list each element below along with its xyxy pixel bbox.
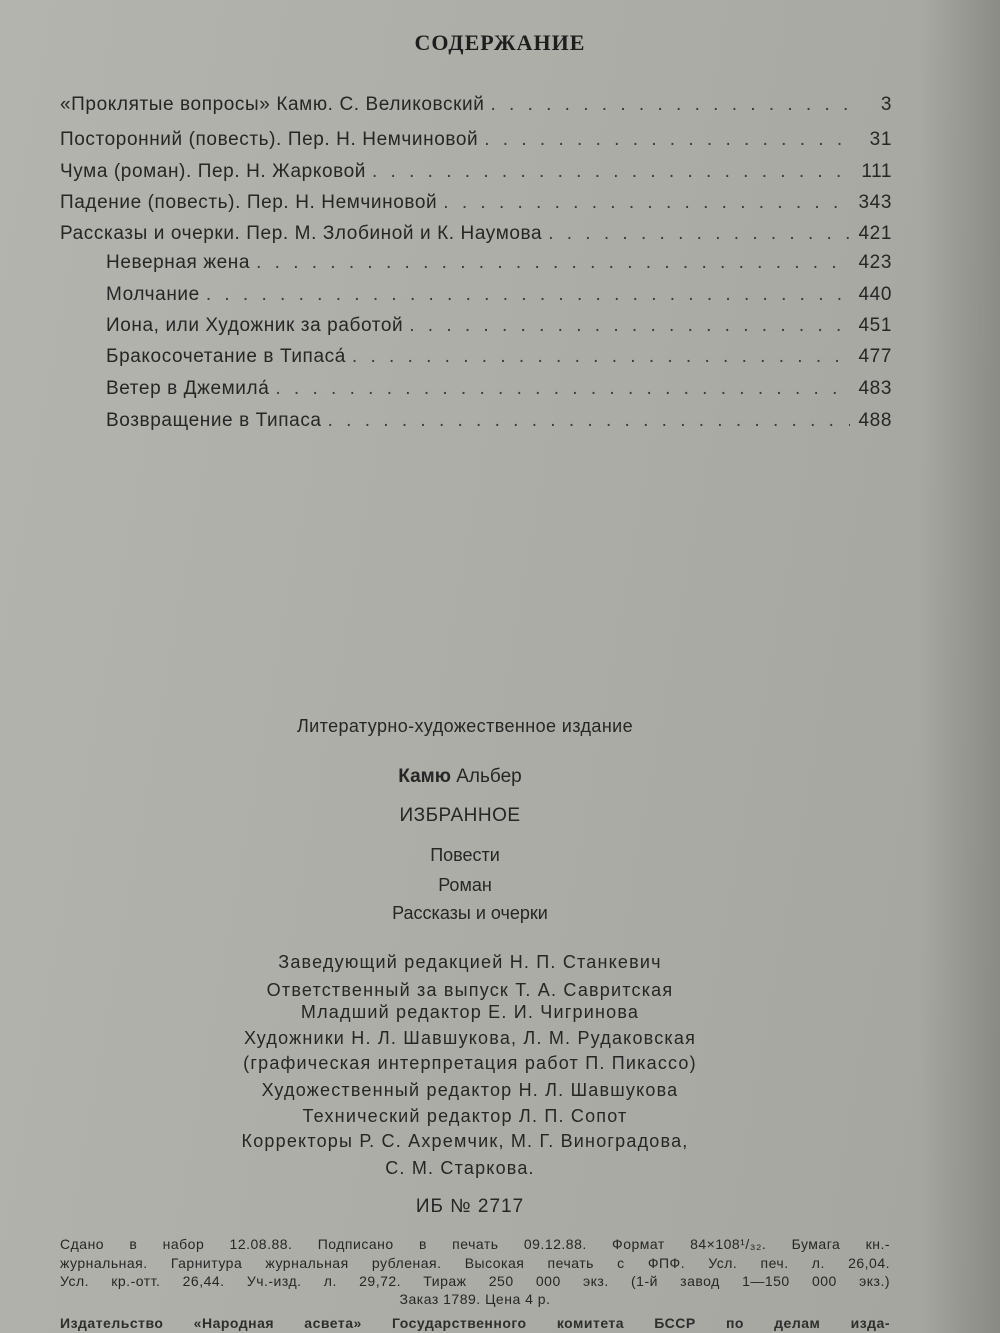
toc-subentry (106, 346, 892, 368)
toc-leader-dots (352, 346, 850, 368)
toc-leader-dots (372, 161, 850, 183)
toc-subentry (106, 284, 892, 306)
author-given-name: Альбер (456, 766, 522, 787)
author-name (0, 766, 960, 788)
toc-entry-page: 483 (858, 378, 892, 399)
toc-entry-title: Ветер в Джемила́ (106, 378, 270, 399)
toc-entry-title: Падение (повесть). Пер. Н. Немчиновой (60, 192, 438, 213)
toc-entry-title: Чума (роман). Пер. Н. Жарковой (60, 161, 366, 182)
toc-entry-page: 488 (858, 410, 892, 431)
genre-label: Роман (438, 875, 492, 895)
author-surname: Камю (398, 766, 451, 787)
toc-entry-title: Молчание (106, 284, 200, 305)
toc-entry-page: 477 (858, 346, 892, 367)
toc-entry-page: 343 (858, 192, 892, 213)
genre-label: Рассказы и очерки (392, 903, 548, 923)
toc-entry (60, 161, 892, 183)
credit-line: Младший редактор Е. И. Чигринова (300, 1002, 640, 1022)
toc-entry-page: 423 (858, 252, 892, 273)
edition-type: Литературно-художественное издание (296, 716, 634, 736)
toc-entry-title: Иона, или Художник за работой (106, 315, 404, 336)
toc-leader-dots (206, 284, 850, 306)
toc-entry-title: Бракосочетание в Типаса́ (106, 346, 346, 367)
toc-entry (60, 192, 892, 214)
toc-subentry (106, 410, 892, 432)
credit-line: С. М. Старкова. (385, 1158, 535, 1178)
toc-leader-dots (275, 378, 850, 400)
toc-leader-dots (490, 94, 850, 116)
toc-entry (60, 94, 892, 116)
credit-line: (графическая интерпретация работ П. Пикассо) (243, 1053, 697, 1073)
imprint-line: Усл. кр.-отт. 26,44. Уч.-изд. л. 29,72. Тираж 250 000 экз. (1-й завод 1—150 000 экз.) (60, 1273, 890, 1289)
imprint-line: Сдано в набор 12.08.88. Подписано в печать 09.12.88. Формат 84×108¹/₃₂. Бумага кн.- (60, 1236, 890, 1252)
toc-subentry (106, 315, 892, 337)
credit-line: Технический редактор Л. П. Сопот (302, 1106, 628, 1126)
toc-entry-title: Рассказы и очерки. Пер. М. Злобиной и К. Наумова (60, 223, 543, 244)
toc-entry-page: 31 (869, 129, 892, 150)
toc-leader-dots (328, 410, 850, 432)
toc-entry-page: 421 (858, 223, 892, 244)
imprint-line: Заказ 1789. Цена 4 р. (399, 1291, 551, 1307)
toc-entry (60, 223, 892, 245)
credit-line: Ответственный за выпуск Т. А. Савритская (266, 980, 674, 1000)
toc-entry-title: «Проклятые вопросы» Камю. С. Великовский (60, 94, 485, 115)
toc-subentry (106, 252, 892, 274)
toc-entry (60, 129, 892, 151)
toc-entry-page: 3 (880, 94, 892, 115)
toc-entry-page: 440 (858, 284, 892, 305)
toc-leader-dots (484, 129, 850, 151)
credit-line: Художники Н. Л. Шавшукова, Л. М. Рудаковская (243, 1028, 697, 1048)
credit-line: Заведующий редакцией Н. П. Станкевич (278, 952, 662, 972)
toc-leader-dots (256, 252, 850, 274)
imprint-line: журнальная. Гарнитура журнальная рубленая. Высокая печать с ФПФ. Усл. печ. л. 26,04. (60, 1255, 890, 1271)
genre-label: Повести (430, 845, 500, 865)
credit-line: Корректоры Р. С. Ахремчик, М. Г. Виноградова, (241, 1131, 689, 1151)
toc-title: СОДЕРЖАНИЕ (414, 30, 586, 55)
toc-entry-title: Посторонний (повесть). Пер. Н. Немчиновой (60, 129, 479, 150)
toc-entry-page: 451 (858, 315, 892, 336)
ib-number: ИБ № 2717 (415, 1196, 525, 1217)
toc-leader-dots (548, 223, 850, 245)
credit-line: Художественный редактор Н. Л. Шавшукова (261, 1080, 679, 1100)
toc-entry-page: 111 (861, 161, 892, 182)
toc-entry-title: Возвращение в Типаса (106, 410, 322, 431)
toc-leader-dots (443, 192, 850, 214)
toc-entry-title: Неверная жена (106, 252, 251, 273)
toc-leader-dots (409, 315, 850, 337)
book-title: ИЗБРАННОЕ (399, 805, 521, 826)
imprint-line: Издательство «Народная асвета» Государственного комитета БССР по делам изда- (60, 1315, 890, 1331)
toc-subentry (106, 378, 892, 400)
